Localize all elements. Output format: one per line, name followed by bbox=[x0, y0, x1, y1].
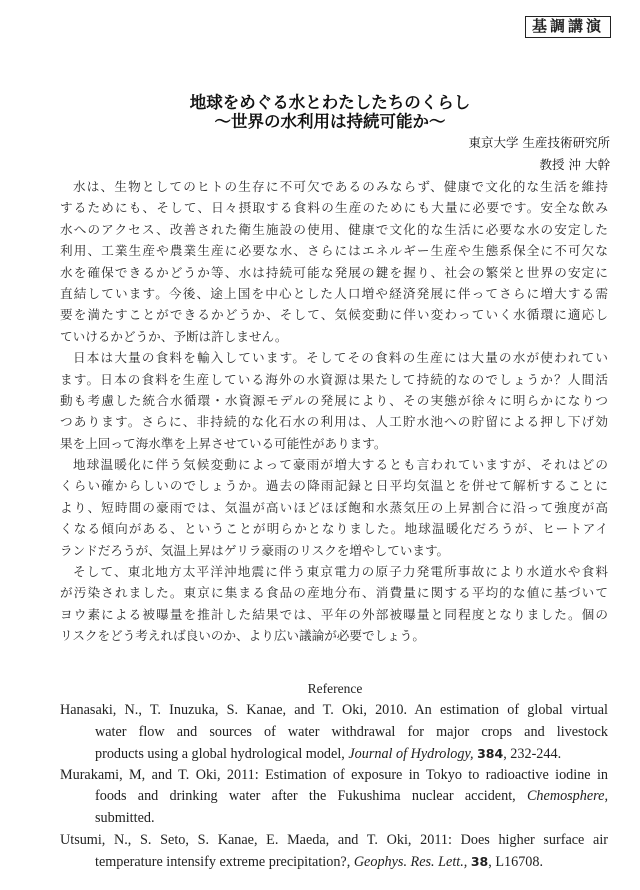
reference-volume: 384 bbox=[477, 746, 504, 762]
paragraph-1 bbox=[60, 176, 608, 347]
reference-pages: , L16708. bbox=[488, 854, 544, 871]
paragraph-line: そして、東北地方太平洋沖地震に伴う東京電力の原子力発電所事故により水道水や食料 bbox=[73, 564, 608, 580]
author-affiliation: 東京大学 生産技術研究所 bbox=[468, 135, 610, 150]
reference-line bbox=[60, 851, 608, 873]
reference-list bbox=[60, 700, 608, 873]
paragraph-line: ヨウ素による被曝量を推計した結果では、平年の外部被曝量と同程度となりました。個の bbox=[60, 606, 608, 622]
reference-journal: Chemosphere, bbox=[526, 788, 608, 805]
paragraph-line: 直結しています。今後、途上国を中心とした人口増や経済発展に伴ってさらに増大する需 bbox=[60, 285, 608, 301]
page-subtitle: ～世界の水利用は持続可能か～ bbox=[214, 112, 446, 131]
paragraph-line: するためにも、そして、日々摂取する食料の生産のためにも大量に必要です。安全な飲み bbox=[60, 200, 608, 216]
paragraph-3 bbox=[60, 454, 608, 561]
reference-item bbox=[60, 830, 608, 873]
paragraph-line: リスクをどう考えれば良いのか、より広い議論が必要でしょう。 bbox=[60, 628, 425, 644]
reference-line: water flow and sources of water withdrawal for major crops and livestock bbox=[95, 723, 608, 740]
page-title: 地球をめぐる水とわたしたちのくらし bbox=[189, 93, 471, 112]
reference-item bbox=[60, 700, 608, 765]
paragraph-line: くらい確からしいのでしょうか。過去の降雨記録と日平均気温とを併せて解析することに bbox=[60, 478, 608, 494]
reference-line: Utsumi, N., S. Seto, S. Kanae, E. Maeda, and T. Oki, 2011: Does higher surface air bbox=[60, 831, 608, 848]
paragraph-line: 利用、工業生産や農業生産に必要な水、さらにはエネルギー生産や生態系保全に不可欠な bbox=[60, 243, 608, 259]
paragraph-line: 水は、生物としてのヒトの生存に不可欠であるのみならず、健康で文化的な生活を維持 bbox=[73, 179, 608, 194]
reference-line: submitted. bbox=[95, 809, 155, 826]
paragraph-line: 水を確保できるかどうか等、水は持続可能な発展の鍵を握り、社会の繁栄と世界の安定に bbox=[60, 264, 608, 280]
paragraph-line: 地球温暖化に伴う気候変動によって豪雨が増大するとも言われていますが、それはどの bbox=[73, 457, 608, 473]
paragraph-line: が汚染されました。東京に集まる食品の産地分布、消費量に関する平均的な値に基づいて bbox=[60, 585, 608, 601]
paragraph-line: ます。日本の食料を生産している海外の水資源は果たして持続的なのでしょうか？人間活 bbox=[60, 371, 608, 387]
paragraph-line: より、短時間の豪雨では、気温が高いほどほぼ飽和水蒸気圧の上昇割合に沿って強度が高 bbox=[60, 499, 608, 515]
reference-journal: Journal of Hydrology, bbox=[348, 746, 474, 763]
article-body bbox=[60, 176, 608, 647]
paragraph-line: くなる傾向がある、ということが明らかとなりました。地球温暖化だろうが、ヒートアイ bbox=[60, 521, 608, 537]
reference-text: temperature intensify extreme precipitation?, bbox=[95, 854, 351, 871]
reference-item bbox=[60, 765, 608, 830]
paragraph-4 bbox=[60, 561, 608, 647]
paragraph-line: 日本は大量の食料を輸入しています。そしてその食料の生産には大量の水が使われてい bbox=[73, 350, 608, 366]
reference-line bbox=[60, 743, 608, 765]
reference-heading: Reference bbox=[307, 681, 363, 696]
reference-line: Murakami, M, and T. Oki, 2011: Estimation of exposure in Tokyo to radioactive iodine in bbox=[60, 766, 608, 783]
paragraph-2 bbox=[60, 347, 608, 454]
reference-text: products using a global hydrological model, bbox=[95, 746, 345, 763]
reference-text: foods and drinking water after the Fukushima nuclear accident, bbox=[95, 788, 516, 805]
paragraph-line: 果を上回って海水準を上昇させている可能性があります。 bbox=[60, 435, 387, 451]
reference-volume: 38 bbox=[470, 854, 489, 870]
reference-pages: , 232-244. bbox=[503, 746, 562, 763]
reference-line: Hanasaki, N., T. Inuzuka, S. Kanae, and T. Oki, 2010. An estimation of global virtual bbox=[60, 702, 608, 718]
paragraph-line: 動も考慮した統合水循環・水資源モデルの発展により、その実態が徐々に明らかになりつ bbox=[60, 392, 608, 408]
paragraph-line: つあります。さらに、非持続的な化石水の利用は、人工貯水池への貯留による押し下げ効 bbox=[60, 414, 608, 430]
reference-line bbox=[60, 786, 608, 808]
reference-journal: Geophys. Res. Lett., bbox=[353, 854, 468, 871]
paragraph-line: ランドだろうが、気温上昇はゲリラ豪雨のリスクを増やしています。 bbox=[60, 542, 450, 558]
author-name: 教授 沖 大幹 bbox=[539, 157, 610, 172]
paragraph-line: ていけるかどうか、予断は許しません。 bbox=[60, 328, 288, 344]
keynote-badge: 基調講演 bbox=[525, 16, 611, 38]
paragraph-line: 要を満たすことができるかどうか、そして、気候変動に伴い変わっていく水循環に適応し bbox=[60, 307, 608, 323]
paragraph-line: 水へのアクセス、改善された衛生施設の使用、健康で文化的な生活に必要な水の安定した bbox=[60, 221, 608, 237]
